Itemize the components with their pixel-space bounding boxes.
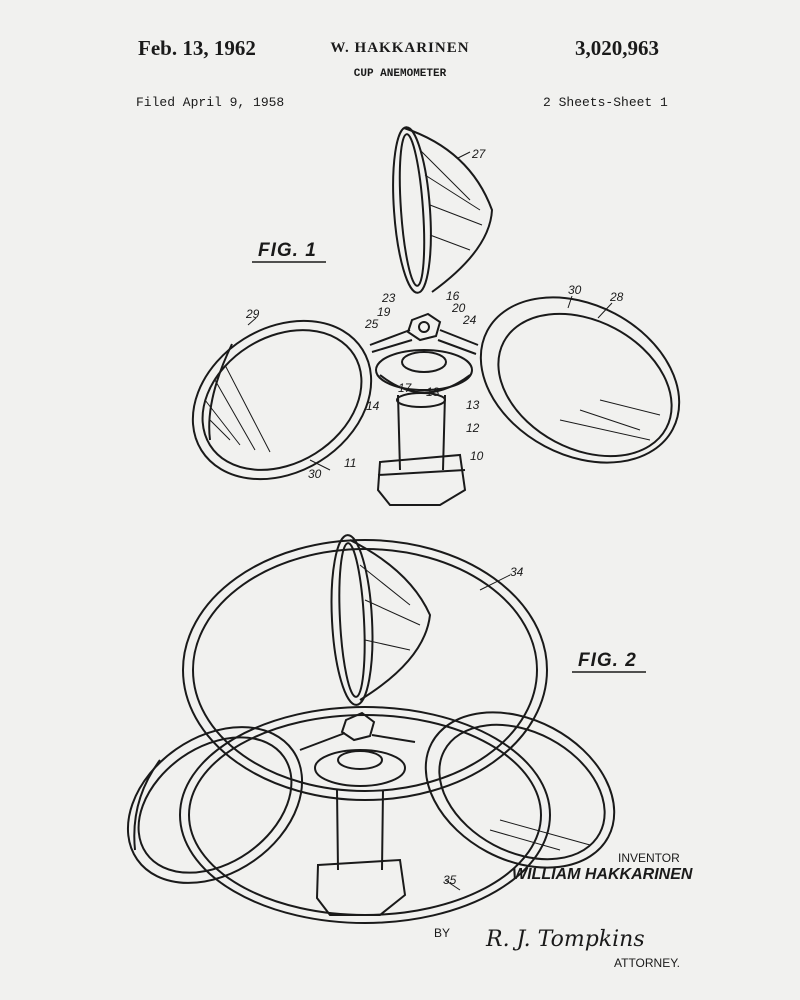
patent-number: 3,020,963 <box>575 36 659 60</box>
ref-14: 14 <box>366 399 380 413</box>
fig2-drawing <box>98 534 641 923</box>
ref-28: 28 <box>610 290 624 304</box>
ref-19: 19 <box>377 305 391 319</box>
ref-23: 23 <box>382 291 396 305</box>
inventor-label: INVENTOR <box>618 851 680 865</box>
ref-34: 34 <box>510 565 524 579</box>
attorney-signature: R. J. Tompkins <box>486 927 645 952</box>
ref-27: 27 <box>472 147 486 161</box>
fig1-base-nut <box>378 455 465 505</box>
ref-25: 25 <box>365 317 379 331</box>
fig1-hub <box>370 314 478 393</box>
ref-11: 11 <box>344 456 357 470</box>
patent-title: CUP ANEMOMETER <box>353 68 447 80</box>
header-inventor: W. HAKKARINEN <box>330 40 470 56</box>
inventor-name: WILLIAM HAKKARINEN <box>512 866 693 883</box>
ref-30-bottom: 30 <box>308 467 322 481</box>
fig2-shaft <box>317 790 405 915</box>
ref-16: 16 <box>446 289 460 303</box>
ref-30-top: 30 <box>568 283 582 297</box>
fig2-hub <box>300 713 415 786</box>
fig2-guard-ring-upper <box>183 540 547 800</box>
fig1-cup-right <box>452 264 708 495</box>
fig2-label: FIG. 2 <box>578 650 637 671</box>
fig1-drawing <box>163 126 708 511</box>
ref-13: 13 <box>466 398 480 412</box>
fig2-cup-top <box>328 534 430 706</box>
ref-29: 29 <box>246 307 260 321</box>
sheet-count: 2 Sheets-Sheet 1 <box>543 95 668 110</box>
ref-17: 17 <box>398 381 412 395</box>
ref-18: 18 <box>426 385 440 399</box>
fig1-label: FIG. 1 <box>258 240 317 261</box>
ref-12: 12 <box>466 421 480 435</box>
ref-35: 35 <box>443 873 457 887</box>
by-label: BY <box>434 926 451 940</box>
ref-10: 10 <box>470 449 484 463</box>
patent-date: Feb. 13, 1962 <box>138 36 256 60</box>
ref-20: 20 <box>452 301 466 315</box>
attorney-label: ATTORNEY. <box>614 956 681 970</box>
fig2-guard-ring-lower <box>180 707 550 923</box>
ref-24: 24 <box>463 313 477 327</box>
filed-date: Filed April 9, 1958 <box>136 95 285 110</box>
